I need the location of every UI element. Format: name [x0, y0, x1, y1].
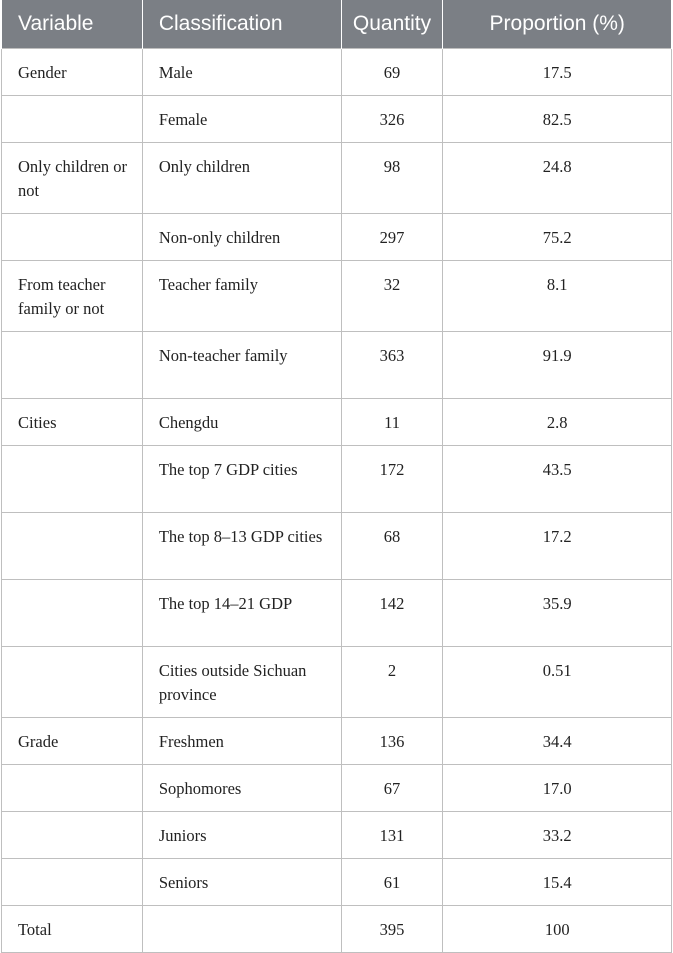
cell-classification: Chengdu: [142, 399, 341, 446]
cell-variable: [2, 859, 143, 906]
cell-quantity: 98: [341, 143, 443, 214]
cell-classification: The top 7 GDP cities: [142, 446, 341, 513]
cell-proportion: 0.51: [443, 647, 672, 718]
cell-classification: Freshmen: [142, 718, 341, 765]
cell-proportion: 34.4: [443, 718, 672, 765]
cell-quantity: 326: [341, 96, 443, 143]
cell-proportion: 17.2: [443, 513, 672, 580]
cell-quantity: 142: [341, 580, 443, 647]
cell-quantity: 131: [341, 812, 443, 859]
cell-classification: Only children: [142, 143, 341, 214]
cell-proportion: 8.1: [443, 261, 672, 332]
cell-quantity: 395: [341, 906, 443, 953]
cell-quantity: 136: [341, 718, 443, 765]
table-row: [2, 143, 672, 214]
cell-quantity: 363: [341, 332, 443, 399]
total-row: [2, 906, 672, 953]
cell-proportion: 75.2: [443, 214, 672, 261]
cell-proportion: 82.5: [443, 96, 672, 143]
header-quantity: Quantity: [341, 0, 443, 49]
cell-variable: From teacher family or not: [2, 261, 143, 332]
table-row: [2, 647, 672, 718]
header-variable: Variable: [2, 0, 143, 49]
cell-variable: [2, 812, 143, 859]
cell-quantity: 297: [341, 214, 443, 261]
table-row: [2, 214, 672, 261]
cell-variable: Total: [2, 906, 143, 953]
cell-proportion: 43.5: [443, 446, 672, 513]
cell-variable: Gender: [2, 49, 143, 96]
cell-variable: [2, 580, 143, 647]
cell-classification: Seniors: [142, 859, 341, 906]
cell-variable: [2, 446, 143, 513]
cell-classification: Male: [142, 49, 341, 96]
table-row: [2, 812, 672, 859]
cell-classification: [142, 906, 341, 953]
cell-proportion: 2.8: [443, 399, 672, 446]
table-row: [2, 859, 672, 906]
header-classification: Classification: [142, 0, 341, 49]
cell-classification: Sophomores: [142, 765, 341, 812]
cell-proportion: 91.9: [443, 332, 672, 399]
cell-quantity: 69: [341, 49, 443, 96]
cell-variable: [2, 647, 143, 718]
cell-classification: Cities outside Sichuan province: [142, 647, 341, 718]
table-row: [2, 718, 672, 765]
cell-quantity: 172: [341, 446, 443, 513]
cell-proportion: 33.2: [443, 812, 672, 859]
cell-variable: [2, 214, 143, 261]
table-row: [2, 96, 672, 143]
cell-proportion: 35.9: [443, 580, 672, 647]
demographics-table: [1, 0, 672, 953]
cell-classification: The top 8–13 GDP cities: [142, 513, 341, 580]
cell-quantity: 2: [341, 647, 443, 718]
table-row: [2, 513, 672, 580]
cell-proportion: 100: [443, 906, 672, 953]
cell-classification: Non-teacher family: [142, 332, 341, 399]
cell-variable: Grade: [2, 718, 143, 765]
cell-classification: Teacher family: [142, 261, 341, 332]
header-row: [2, 0, 672, 49]
table-row: [2, 580, 672, 647]
header-proportion: Proportion (%): [443, 0, 672, 49]
table-row: [2, 49, 672, 96]
table-row: [2, 332, 672, 399]
cell-proportion: 17.0: [443, 765, 672, 812]
cell-variable: Only children or not: [2, 143, 143, 214]
cell-variable: Cities: [2, 399, 143, 446]
cell-quantity: 32: [341, 261, 443, 332]
cell-proportion: 17.5: [443, 49, 672, 96]
cell-classification: Juniors: [142, 812, 341, 859]
cell-classification: The top 14–21 GDP: [142, 580, 341, 647]
cell-classification: Female: [142, 96, 341, 143]
cell-proportion: 24.8: [443, 143, 672, 214]
cell-proportion: 15.4: [443, 859, 672, 906]
table-row: [2, 765, 672, 812]
cell-classification: Non-only children: [142, 214, 341, 261]
cell-variable: [2, 513, 143, 580]
cell-quantity: 11: [341, 399, 443, 446]
cell-quantity: 61: [341, 859, 443, 906]
table-row: [2, 399, 672, 446]
cell-variable: [2, 765, 143, 812]
table-row: [2, 446, 672, 513]
cell-variable: [2, 96, 143, 143]
table-row: [2, 261, 672, 332]
cell-quantity: 68: [341, 513, 443, 580]
cell-variable: [2, 332, 143, 399]
cell-quantity: 67: [341, 765, 443, 812]
